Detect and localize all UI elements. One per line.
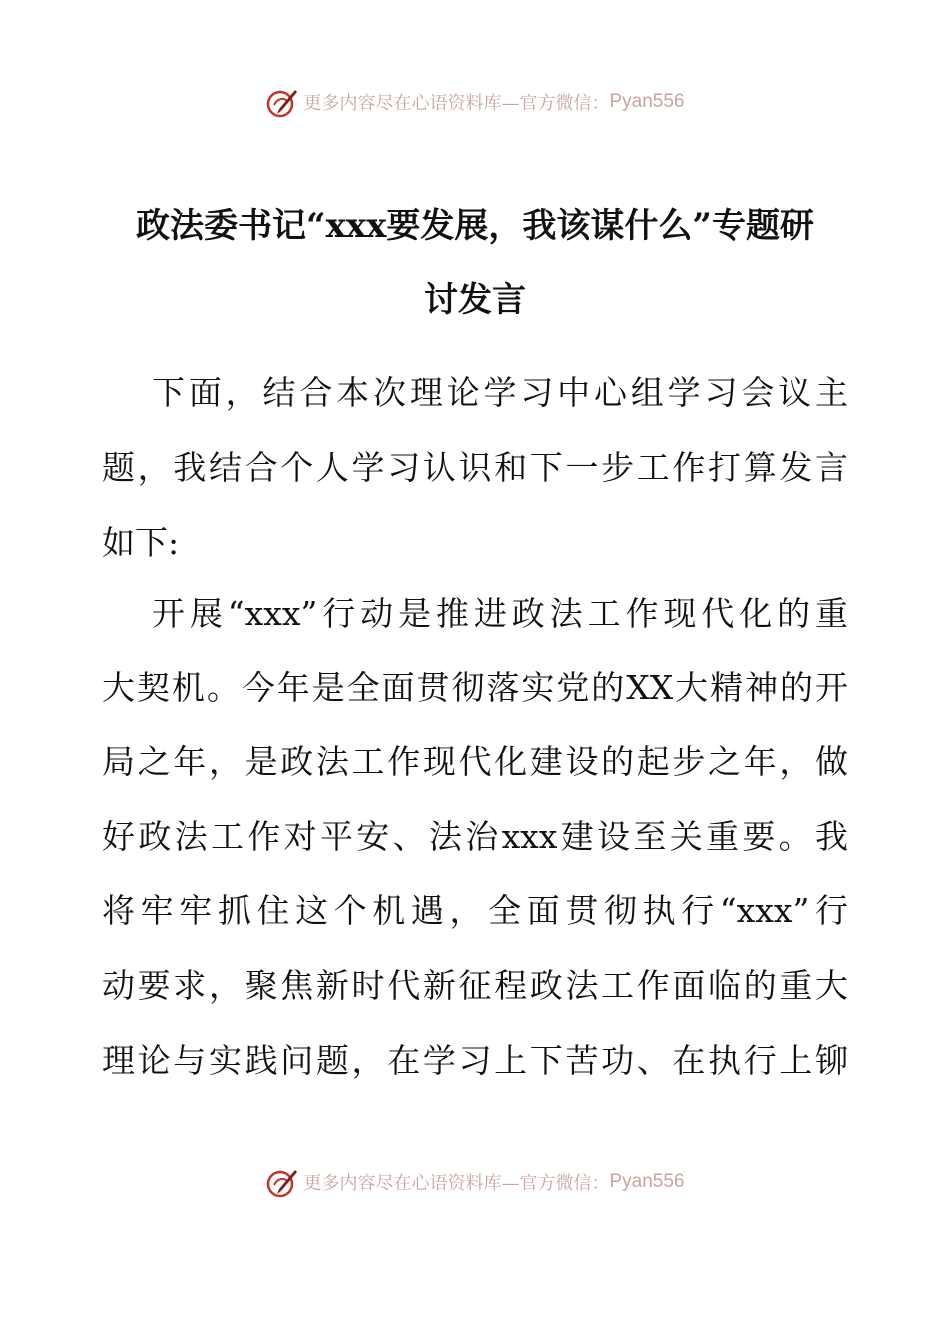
pen-logo-icon — [265, 85, 299, 119]
paragraph-2-line-2: 大契机。今年是全面贯彻落实党的XX大精神的开 — [102, 668, 848, 707]
paragraph-1-line-3: 如下: — [102, 523, 180, 562]
paragraph-2-line-7: 理论与实践问题，在学习上下苦功、在执行上铆 — [102, 1041, 848, 1080]
pen-logo-icon — [265, 1165, 299, 1199]
watermark-wechat-id: Pyan556 — [609, 1171, 685, 1192]
paragraph-2-line-1: 开展“xxx”行动是推进政法工作现代化的重 — [152, 594, 848, 633]
document-title-line-2: 讨发言 — [424, 280, 526, 320]
watermark-wechat-id: Pyan556 — [609, 91, 685, 112]
header-watermark — [0, 82, 950, 122]
watermark-text: 更多内容尽在心语资料库—官方微信： — [303, 1173, 610, 1194]
document-title-line-1: 政法委书记“xxx要发展，我该谋什么”专题研 — [136, 206, 814, 246]
paragraph-2-line-6: 动要求，聚焦新时代新征程政法工作面临的重大 — [102, 966, 848, 1005]
paragraph-1-line-1: 下面，结合本次理论学习中心组学习会议主 — [152, 373, 848, 412]
paragraph-2-line-4: 好政法工作对平安、法治xxx建设至关重要。我 — [102, 817, 848, 856]
paragraph-2-line-5: 将牢牢抓住这个机遇，全面贯彻执行“xxx”行 — [102, 891, 848, 930]
paragraph-1-line-2: 题，我结合个人学习认识和下一步工作打算发言 — [102, 448, 848, 487]
footer-watermark — [0, 1162, 950, 1202]
watermark-text: 更多内容尽在心语资料库—官方微信： — [303, 93, 610, 114]
paragraph-2-line-3: 局之年，是政法工作现代化建设的起步之年，做 — [102, 742, 848, 781]
